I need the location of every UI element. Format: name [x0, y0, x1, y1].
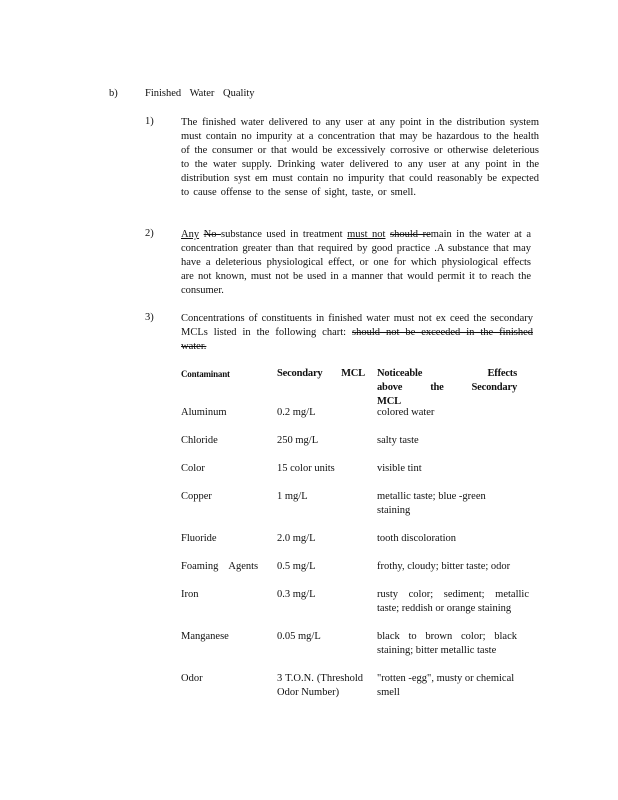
section-marker: b): [109, 88, 118, 99]
table-cell-effect: visible tint: [377, 463, 422, 474]
table-cell-mcl: 15 color units: [277, 463, 335, 474]
table-cell-mcl: 2.0 mg/L: [277, 533, 316, 544]
table-cell-effect: rusty color; sediment; metallic taste; reddish or orange staining: [377, 589, 529, 614]
table-cell-contaminant: Foaming Agents: [181, 561, 259, 572]
section-title: Finished Water Quality: [145, 88, 255, 99]
paragraph-text: Concentrations of constituents in finished water must not ex ceed the secondary MCLs listed in the following chart:: [181, 313, 533, 338]
table-cell-mcl: 0.3 mg/L: [277, 589, 316, 600]
item-3-text: [181, 312, 533, 354]
table-cell-contaminant: Copper: [181, 491, 212, 502]
table-cell-contaminant: Manganese: [181, 631, 229, 642]
table-cell-mcl: 250 mg/L: [277, 435, 319, 446]
table-cell-effect: "rotten -egg", musty or chemical smell: [377, 673, 515, 698]
table-cell-mcl: 0.5 mg/L: [277, 561, 316, 572]
inserted-text: must not: [347, 229, 386, 240]
table-cell-effect: black to brown color; black staining; bitter metallic taste: [377, 631, 517, 656]
deleted-text: should not be exceeded in the finished water.: [181, 327, 533, 352]
deleted-text: No: [203, 229, 222, 240]
table-header-effects: Noticeable Effects above the Secondary MCL: [377, 368, 517, 407]
table-cell-contaminant: Color: [181, 463, 205, 474]
item-number: 2): [145, 228, 154, 239]
table-cell-contaminant: Chloride: [181, 435, 218, 446]
table-cell-contaminant: Fluoride: [181, 533, 217, 544]
table-cell-effect: tooth discoloration: [377, 533, 457, 544]
table-cell-effect: frothy, cloudy; bitter taste; odor: [377, 561, 511, 572]
inserted-text: Any: [181, 229, 200, 240]
item-number: 3): [145, 312, 154, 323]
table-header-contaminant: Contaminant: [181, 369, 230, 379]
table-cell-mcl: 0.2 mg/L: [277, 407, 316, 418]
table-cell-contaminant: Odor: [181, 673, 203, 684]
table-cell-mcl: 0.05 mg/L: [277, 631, 321, 642]
table-cell-effect: colored water: [377, 407, 435, 418]
table-header-mcl: Secondary MCL: [277, 368, 365, 379]
table-cell-mcl: 3 T.O.N. (Threshold Odor Number): [277, 673, 363, 698]
item-number: 1): [145, 116, 154, 127]
table-cell-effect: metallic taste; blue -green staining: [377, 491, 486, 516]
table-cell-effect: salty taste: [377, 435, 419, 446]
item-1-text: The finished water delivered to any user at any point in the distribution system must contain no impurity at a concentration that may be hazardous to the health of the consumer or that would be excessively corrosive or otherwise deleterious to the water supply. Drinking water delivered to any user at any point in the distribution syst em must contain no impurity that could reasonably be expected to cause offense to the sense of sight, taste, or smell.: [181, 117, 539, 198]
table-cell-contaminant: Iron: [181, 589, 199, 600]
item-2-text: [181, 228, 531, 298]
table-cell-contaminant: Aluminum: [181, 407, 227, 418]
table-cell-mcl: 1 mg/L: [277, 491, 308, 502]
deleted-text: should re: [390, 229, 431, 240]
paragraph-text: substance used in treatment: [221, 229, 348, 240]
paragraph-text: main in the water at a concentration greater than that required by good practice .A substance that may have a deleterious physiological effect, or one for which physiological effects are not known, must not be used in a manner that would permit it to reach the consumer.: [181, 229, 532, 296]
